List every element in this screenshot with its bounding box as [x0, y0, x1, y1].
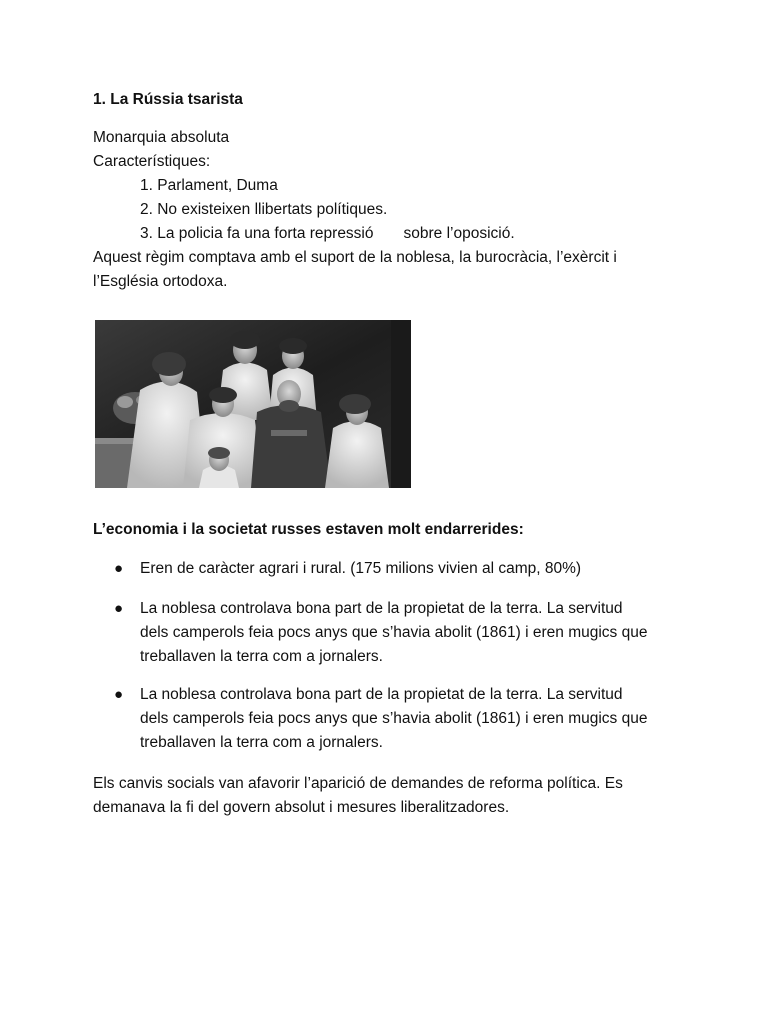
characteristic-item-text: 3. La policia fa una forta repressió: [140, 225, 374, 242]
characteristic-item: 2. No existeixen llibertats polítiques.: [140, 201, 388, 218]
bullet-icon: ●: [114, 600, 124, 617]
paragraph-line: l’Església ortodoxa.: [93, 273, 228, 290]
section-heading: 1. La Rússia tsarista: [93, 91, 243, 108]
bullet-text: La noblesa controlava bona part de la propietat de la terra. La servitud: [140, 686, 623, 703]
bullet-text: treballaven la terra com a jornalers.: [140, 734, 383, 751]
bullet-icon: ●: [114, 686, 124, 703]
romanov-family-photo: [95, 320, 411, 488]
bullet-text: treballaven la terra com a jornalers.: [140, 648, 383, 665]
closing-paragraph-line: Els canvis socials van afavorir l’aparició de demandes de reforma política. Es: [93, 775, 623, 792]
bullet-text: dels camperols feia pocs anys que s’havia abolit (1861) i eren mugics que: [140, 710, 648, 727]
characteristic-item: [140, 222, 515, 246]
characteristics-label: Característiques:: [93, 153, 211, 170]
paragraph-line: Aquest règim comptava amb el suport de la noblesa, la burocràcia, l’exèrcit i: [93, 249, 617, 266]
intro-line: Monarquia absoluta: [93, 129, 230, 146]
bullet-text: La noblesa controlava bona part de la propietat de la terra. La servitud: [140, 600, 623, 617]
bullet-icon: ●: [114, 560, 124, 577]
characteristic-item: 1. Parlament, Duma: [140, 177, 278, 194]
bullet-text: Eren de caràcter agrari i rural. (175 milions vivien al camp, 80%): [140, 560, 582, 577]
closing-paragraph-line: demanava la fi del govern absolut i mesures liberalitzadores.: [93, 799, 510, 816]
section-title: L’economia i la societat russes estaven molt endarrerides:: [93, 521, 524, 538]
characteristic-item-tail: sobre l’oposició.: [403, 225, 515, 242]
bullet-text: dels camperols feia pocs anys que s’havia abolit (1861) i eren mugics que: [140, 624, 648, 641]
